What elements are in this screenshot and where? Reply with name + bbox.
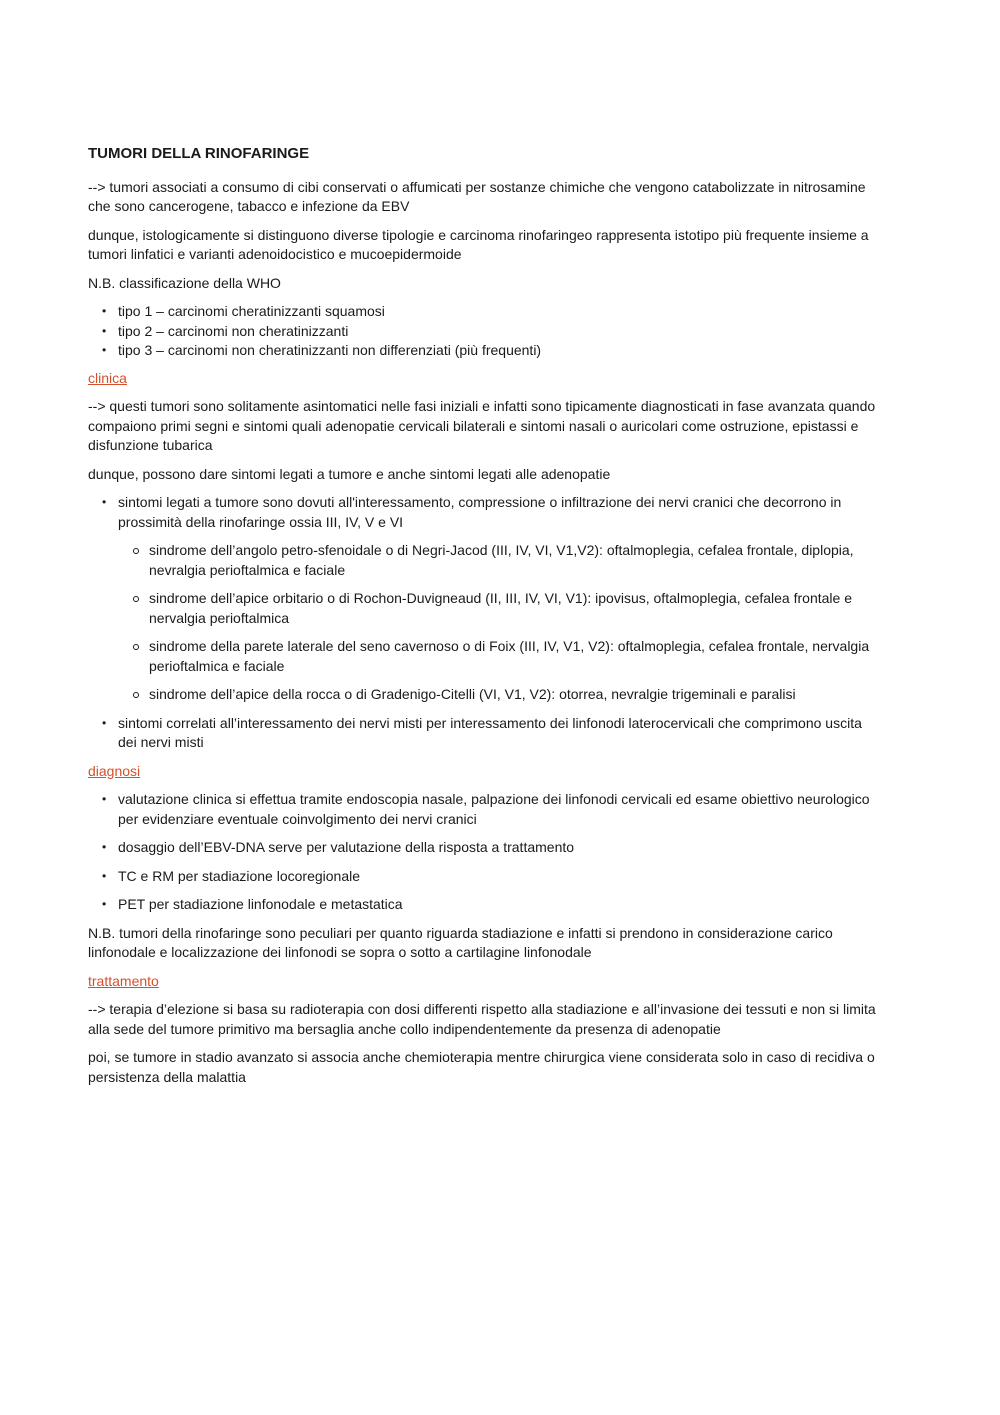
- list-item: • tipo 2 – carcinomi non cheratinizzanti: [88, 322, 878, 342]
- clinica-paragraph-2: dunque, possono dare sintomi legati a tumore e anche sintomi legati alle adenopatie: [88, 465, 611, 482]
- list-item-text: sintomi legati a tumore sono dovuti all'interessamento, compressione o infiltrazione dei nervi cranici che decorrono in prossimità della rinofaringe ossia III, IV, V e VI: [118, 494, 842, 530]
- list-item: • PET per stadiazione linfonodale e metastatica: [88, 895, 878, 915]
- intro-paragraph-1: --> tumori associati a consumo di cibi conservati o affumicati per sostanze chimiche che vengono catabolizzate in nitrosamine che sono cancerogene, tabacco e infezione da EBV: [88, 178, 866, 214]
- list-item: • TC e RM per stadiazione locoregionale: [88, 867, 878, 887]
- list-item: sindrome dell’apice della rocca o di Gradenigo-Citelli (VI, V1, V2): otorrea, nevralgie trigeminali e paralisi: [118, 685, 878, 705]
- list-item: • dosaggio dell’EBV-DNA serve per valutazione della risposta a trattamento: [88, 838, 878, 858]
- list-item: • sintomi correlati all’interessamento dei nervi misti per interessamento dei linfonodi laterocervicali che comprimono uscita dei nervi misti: [88, 714, 878, 753]
- list-item: sindrome dell’apice orbitario o di Rochon-Duvigneaud (II, III, IV, VI, V1): ipovisus, oftalmoplegia, cefalea frontale e nervalgia perioftalmica: [118, 589, 878, 628]
- list-item: • valutazione clinica si effettua tramite endoscopia nasale, palpazione dei linfonodi cervicali ed esame obiettivo neurologico per evidenziare eventuale coinvolgimento dei nervi cranici: [88, 790, 878, 829]
- intro-paragraph-2: dunque, istologicamente si distinguono diverse tipologie e carcinoma rinofaringeo rappresenta istotipo più frequente insieme a tumori linfatici e varianti adenoidocistico e mucoepidermoide: [88, 226, 869, 262]
- list-item: [88, 493, 878, 705]
- who-note: N.B. classificazione della WHO: [88, 274, 281, 291]
- section-heading-clinica: clinica: [88, 369, 127, 386]
- list-item: sindrome dell’angolo petro-sfenoidale o di Negri-Jacod (III, IV, VI, V1,V2): oftalmoplegia, cefalea frontale, diplopia, nevralgia perioftalmica e faciale: [118, 541, 878, 580]
- list-item: sindrome della parete laterale del seno cavernoso o di Foix (III, IV, V1, V2): oftalmoplegia, cefalea frontale, nervalgia perioftalmica e faciale: [118, 637, 878, 676]
- section-heading-trattamento: trattamento: [88, 972, 159, 989]
- trattamento-paragraph-2: poi, se tumore in stadio avanzato si associa anche chemioterapia mentre chirurgica viene considerata solo in caso di recidiva o persistenza della malattia: [88, 1049, 875, 1085]
- diagnosi-list: [88, 790, 878, 915]
- document-page: [88, 144, 878, 1096]
- section-heading-diagnosi: diagnosi: [88, 762, 141, 779]
- clinica-list: [88, 493, 878, 753]
- list-item: • tipo 1 – carcinomi cheratinizzanti squamosi: [88, 302, 878, 322]
- list-item: • tipo 3 – carcinomi non cheratinizzanti non differenziati (più frequenti): [88, 341, 878, 361]
- clinica-paragraph-1: --> questi tumori sono solitamente asintomatici nelle fasi iniziali e infatti sono tipicamente diagnosticati in fase avanzata quando compaiono primi segni e sintomi quali adenopatie cervicali bilaterali e sintomi nasali o auricolari come ostruzione, epistassi e disfunzione tubarica: [88, 398, 876, 453]
- diagnosi-note: N.B. tumori della rinofaringe sono peculiari per quanto riguarda stadiazione e infatti si prendono in considerazione carico linfonodale e localizzazione dei linfonodi se sopra o sotto a cartilagine linfonodale: [88, 924, 833, 960]
- document-title: TUMORI DELLA RINOFARINGE: [88, 145, 310, 162]
- syndromes-list: [118, 541, 878, 705]
- who-types-list: [88, 302, 878, 361]
- trattamento-paragraph-1: --> terapia d’elezione si basa su radioterapia con dosi differenti rispetto alla stadiazione e all’invasione dei tessuti e non si limita alla sede del tumore primitivo ma bersaglia anche collo indipendentemente da presenza di adenopatie: [88, 1001, 876, 1037]
